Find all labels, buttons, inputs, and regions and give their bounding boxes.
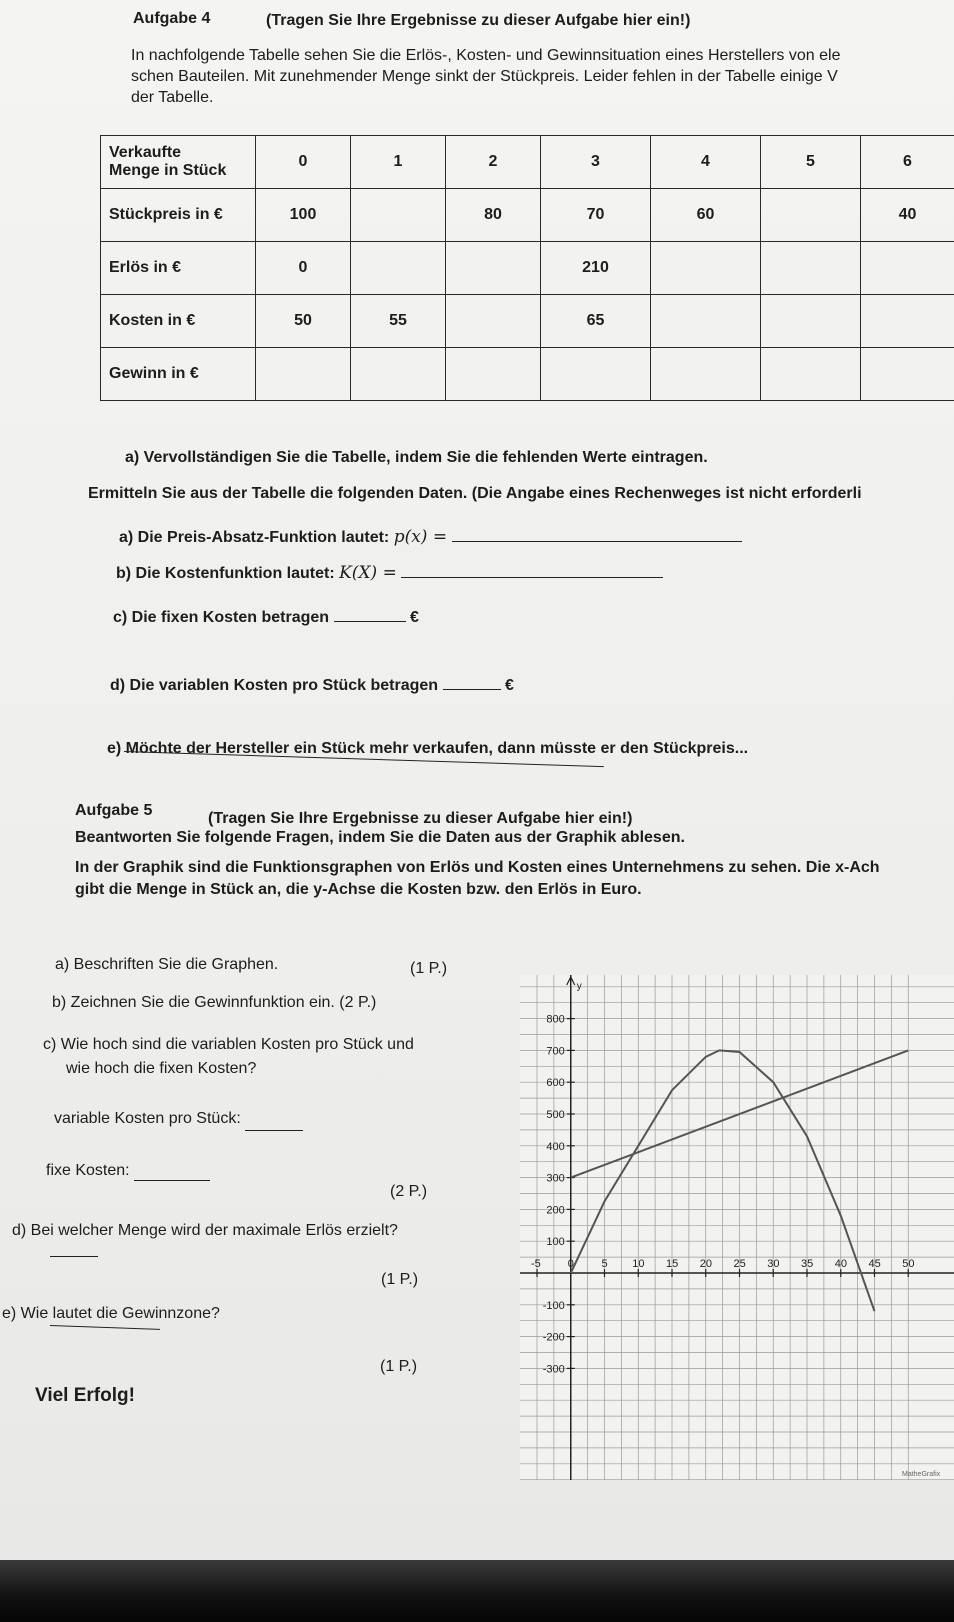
table-cell: 6 (861, 136, 954, 189)
y-tick-label: 500 (546, 1109, 565, 1121)
table-cell-empty[interactable] (761, 348, 861, 401)
task5-question-e: e) Wie lautet die Gewinnzone? (2, 1305, 220, 1322)
task5-question-d-points: (1 P.) (381, 1271, 419, 1288)
y-tick-label: 400 (546, 1140, 565, 1153)
x-tick-label: 5 (601, 1258, 608, 1270)
row-header-line1: Stückpreis in € (109, 206, 223, 223)
table-cell: 55 (351, 295, 446, 348)
table-cell-empty[interactable] (861, 348, 954, 401)
task4-question-costfunction (116, 563, 663, 583)
table-cell-empty[interactable] (541, 348, 651, 401)
table-cell-empty[interactable] (761, 295, 861, 348)
table-cell-empty[interactable] (351, 348, 446, 401)
value-table (100, 135, 954, 401)
table-cell-empty[interactable] (861, 242, 954, 295)
row-header-line1: Kosten in € (109, 312, 196, 329)
x-tick-label: 50 (902, 1258, 915, 1270)
task5-question-d: d) Bei welcher Menge wird der maximale Erlös erzielt? (12, 1222, 398, 1239)
row-header (101, 348, 256, 401)
task4-note: (Tragen Sie Ihre Ergebnisse zu dieser Aufgabe hier ein!) (266, 12, 691, 29)
table-row (101, 189, 954, 242)
table-cell-empty[interactable] (651, 295, 761, 348)
table-cell-empty[interactable] (446, 295, 541, 348)
varcosts-label: d) Die variablen Kosten pro Stück betragen (110, 677, 439, 694)
table-cell: 2 (446, 136, 541, 189)
table-cell-empty[interactable] (351, 189, 446, 242)
row-header (101, 295, 256, 348)
task5-fixcosts-label: fixe Kosten: (46, 1162, 130, 1179)
x-tick-label: 15 (666, 1258, 679, 1270)
table-cell: 65 (541, 295, 651, 348)
table-row (101, 136, 954, 189)
table-cell: 5 (761, 136, 861, 189)
task5-question-c-line1: c) Wie hoch sind die variablen Kosten pro Stück und (43, 1036, 414, 1053)
table-cell-empty[interactable] (761, 242, 861, 295)
task5-intro-line1: Beantworten Sie folgende Fragen, indem Sie die Daten aus der Graphik ablesen. (75, 829, 685, 846)
table-cell-empty[interactable] (351, 242, 446, 295)
y-tick-label: -300 (542, 1363, 565, 1376)
table-cell-empty[interactable] (761, 189, 861, 242)
task5-varcosts-row (54, 1110, 303, 1128)
y-tick-label: -100 (542, 1299, 565, 1312)
table-cell: 70 (541, 189, 651, 242)
x-tick-label: 40 (834, 1258, 847, 1270)
task5-intro-line3: gibt die Menge in Stück an, die y-Achse die Kosten bzw. den Erlös in Euro. (75, 881, 642, 898)
y-tick-label: 800 (546, 1013, 565, 1026)
chart-watermark: MatheGrafix (902, 1471, 941, 1478)
revenue-cost-chart (520, 975, 954, 1480)
table-cell: 0 (256, 242, 351, 295)
task5-question-d-answer-blank[interactable] (50, 1256, 98, 1257)
task5-question-c-line2: wie hoch die fixen Kosten? (66, 1060, 257, 1077)
task4-determine-instruction: Ermitteln Sie aus der Tabelle die folgenden Daten. (Die Angabe eines Rechenweges ist nicht erforderli (88, 485, 862, 502)
task4-question-pricefunction (119, 527, 742, 547)
fixcosts-euro: € (409, 609, 419, 626)
task4-title: Aufgabe 4 (133, 10, 211, 27)
costfunction-label: b) Die Kostenfunktion lautet: (116, 565, 335, 582)
y-tick-label: 300 (546, 1172, 565, 1185)
task5-varcosts-answer-blank[interactable] (245, 1130, 303, 1131)
table-cell: 40 (861, 189, 954, 242)
row-header (101, 136, 256, 189)
task5-question-b: b) Zeichnen Sie die Gewinnfunktion ein. (2 P.) (52, 994, 377, 1011)
task5-intro-line2: In der Graphik sind die Funktionsgraphen von Erlös und Kosten eines Unternehmens zu sehen. Die x-Ach (75, 859, 880, 876)
task5-fixcosts-row (46, 1162, 210, 1180)
table-cell: 100 (256, 189, 351, 242)
task5-question-c-points: (2 P.) (390, 1183, 428, 1200)
row-header-line1: Verkaufte (109, 144, 182, 161)
row-header (101, 242, 256, 295)
row-header (101, 189, 256, 242)
table-cell: 210 (541, 242, 651, 295)
task4-intro-line3: der Tabelle. (131, 89, 214, 106)
y-tick-label: 200 (546, 1204, 565, 1217)
table-cell-empty[interactable] (651, 348, 761, 401)
table-cell: 60 (651, 189, 761, 242)
task4-question-unitprice: e) Möchte der Hersteller ein Stück mehr verkaufen, dann müsste er den Stückpreis... (107, 740, 749, 757)
table-cell-empty[interactable] (861, 295, 954, 348)
task4-intro-line2: schen Bauteilen. Mit zunehmender Menge sinkt der Stückpreis. Leider fehlen in der Tabelle einige V (131, 68, 838, 85)
row-header-line1: Erlös in € (109, 259, 182, 276)
table-row (101, 295, 954, 348)
table-cell: 0 (256, 136, 351, 189)
table-row (101, 242, 954, 295)
x-tick-label: 30 (767, 1258, 780, 1270)
task5-fixcosts-answer-blank[interactable] (134, 1180, 210, 1181)
task5-varcosts-label: variable Kosten pro Stück: (54, 1110, 241, 1127)
y-axis-label: y (576, 981, 582, 992)
x-tick-label: 10 (632, 1258, 645, 1270)
table-cell: 80 (446, 189, 541, 242)
task5-title: Aufgabe 5 (75, 802, 153, 819)
pricefunction-answer-blank[interactable] (452, 541, 742, 542)
varcosts-answer-blank[interactable] (443, 689, 501, 690)
task5-note: (Tragen Sie Ihre Ergebnisse zu dieser Aufgabe hier ein!) (208, 810, 633, 827)
task4-question-fixcosts (113, 609, 419, 627)
pricefunction-math: p(x) = (393, 527, 448, 547)
task4-question-varcosts (110, 677, 514, 695)
x-tick-label: 45 (868, 1258, 881, 1270)
task4-question-a: a) Vervollständigen Sie die Tabelle, indem Sie die fehlenden Werte eintragen. (125, 449, 708, 466)
table-cell: 4 (651, 136, 761, 189)
pricefunction-label: a) Die Preis-Absatz-Funktion lautet: (119, 529, 390, 546)
x-tick-label: 35 (801, 1258, 814, 1270)
photo-bottom-edge (0, 1560, 954, 1622)
closing-text: Viel Erfolg! (35, 1385, 135, 1406)
x-tick-label: -5 (531, 1258, 541, 1270)
x-tick-label: 20 (699, 1258, 712, 1270)
table-cell-empty[interactable] (651, 242, 761, 295)
fixcosts-answer-blank[interactable] (334, 621, 406, 622)
table-cell-empty[interactable] (256, 348, 351, 401)
x-tick-label: 25 (733, 1258, 746, 1270)
y-tick-label: 700 (546, 1045, 565, 1058)
task5-question-a: a) Beschriften Sie die Graphen. (55, 956, 279, 973)
table-cell-empty[interactable] (446, 348, 541, 401)
table-row (101, 348, 954, 401)
table-cell: 50 (256, 295, 351, 348)
y-tick-label: -200 (542, 1331, 565, 1344)
varcosts-euro: € (504, 677, 514, 694)
task5-question-e-points: (1 P.) (380, 1358, 418, 1375)
table-cell: 3 (541, 136, 651, 189)
table-cell-empty[interactable] (446, 242, 541, 295)
table-cell: 1 (351, 136, 446, 189)
y-tick-label: 100 (546, 1236, 565, 1249)
task4-intro-line1: In nachfolgende Tabelle sehen Sie die Erlös-, Kosten- und Gewinnsituation eines Herstellers von ele (131, 47, 841, 64)
x-tick-label: 0 (567, 1258, 574, 1270)
row-header-line1: Gewinn in € (109, 365, 199, 382)
costfunction-math: K(X) = (339, 563, 397, 583)
costfunction-answer-blank[interactable] (401, 577, 663, 578)
row-header-line2: Menge in Stück (109, 162, 227, 179)
fixcosts-label: c) Die fixen Kosten betragen (113, 609, 330, 626)
y-tick-label: 600 (546, 1077, 565, 1090)
task5-question-a-points: (1 P.) (410, 960, 448, 977)
